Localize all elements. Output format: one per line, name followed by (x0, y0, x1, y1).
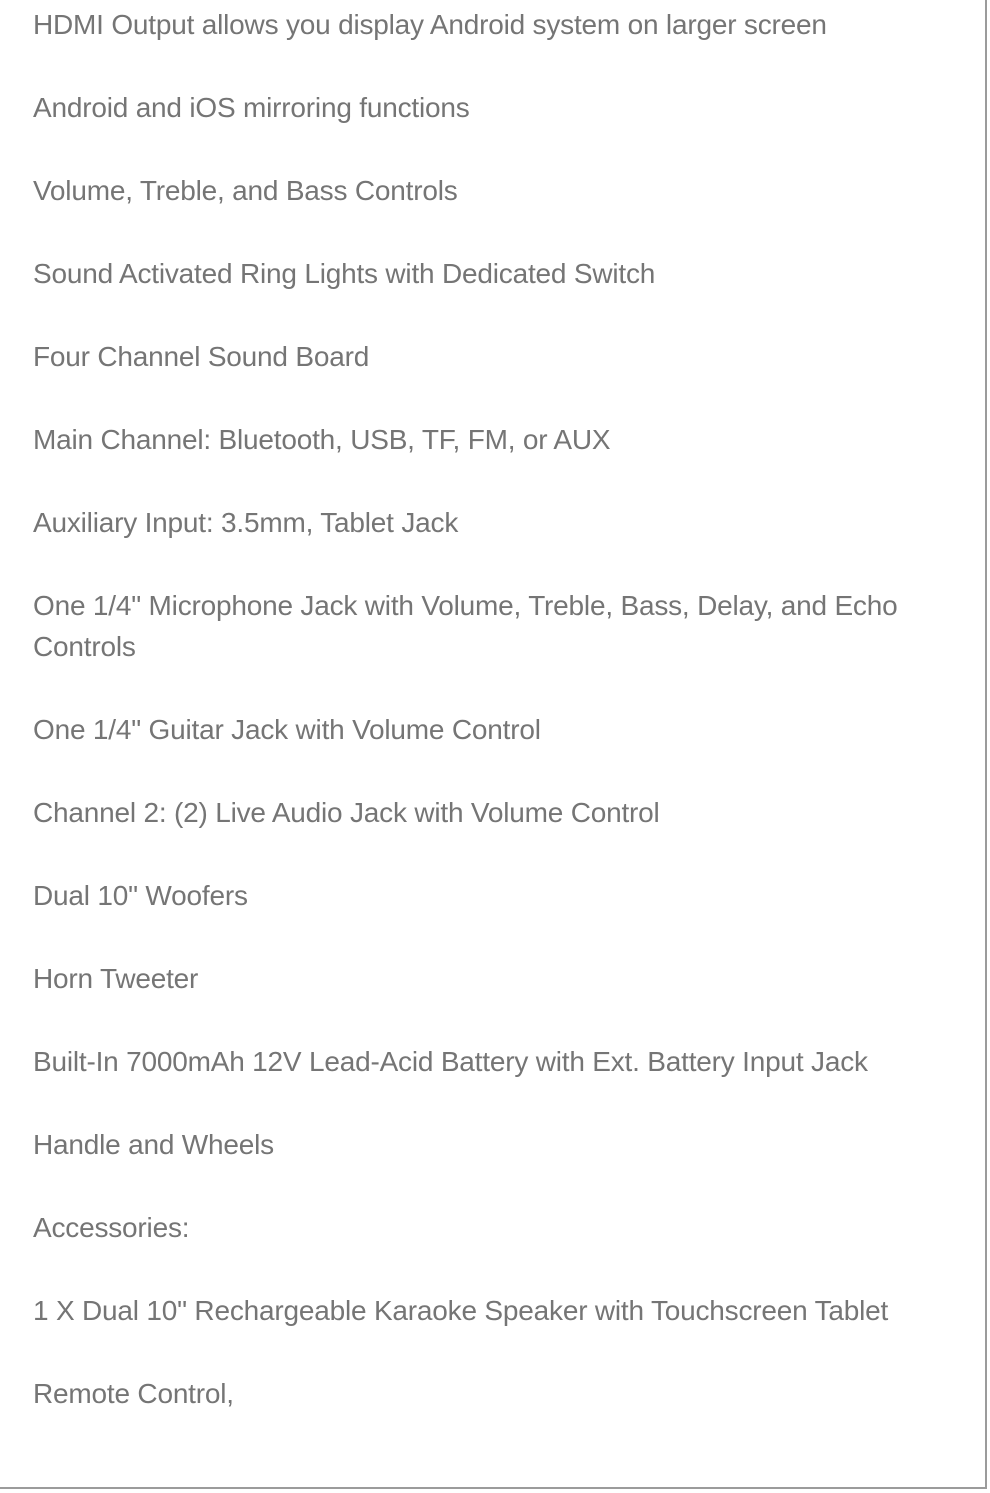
description-paragraph: Dual 10" Woofers (33, 880, 248, 911)
description-paragraph: Sound Activated Ring Lights with Dedicated Switch (33, 258, 656, 289)
description-paragraph: HDMI Output allows you display Android system on larger screen (33, 9, 827, 40)
description-paragraph: Accessories: (33, 1212, 190, 1243)
description-paragraph: Channel 2: (2) Live Audio Jack with Volume Control (33, 797, 660, 828)
description-paragraph: One 1/4" Microphone Jack with Volume, Treble, Bass, Delay, and Echo Controls (33, 590, 898, 662)
description-paragraph: Four Channel Sound Board (33, 341, 370, 372)
description-paragraph: Handle and Wheels (33, 1129, 274, 1160)
description-paragraph: Horn Tweeter (33, 963, 199, 994)
description-paragraph: Main Channel: Bluetooth, USB, TF, FM, or AUX (33, 424, 611, 455)
description-paragraph: Remote Control, (33, 1378, 234, 1409)
description-paragraph: 1 X Dual 10" Rechargeable Karaoke Speaker with Touchscreen Tablet (33, 1295, 889, 1326)
description-paragraph: Android and iOS mirroring functions (33, 92, 470, 123)
description-paragraph: Built-In 7000mAh 12V Lead-Acid Battery with Ext. Battery Input Jack (33, 1046, 868, 1077)
description-paragraph: Volume, Treble, and Bass Controls (33, 175, 458, 206)
description-paragraph: Auxiliary Input: 3.5mm, Tablet Jack (33, 507, 459, 538)
description-paragraph: One 1/4" Guitar Jack with Volume Control (33, 714, 541, 745)
